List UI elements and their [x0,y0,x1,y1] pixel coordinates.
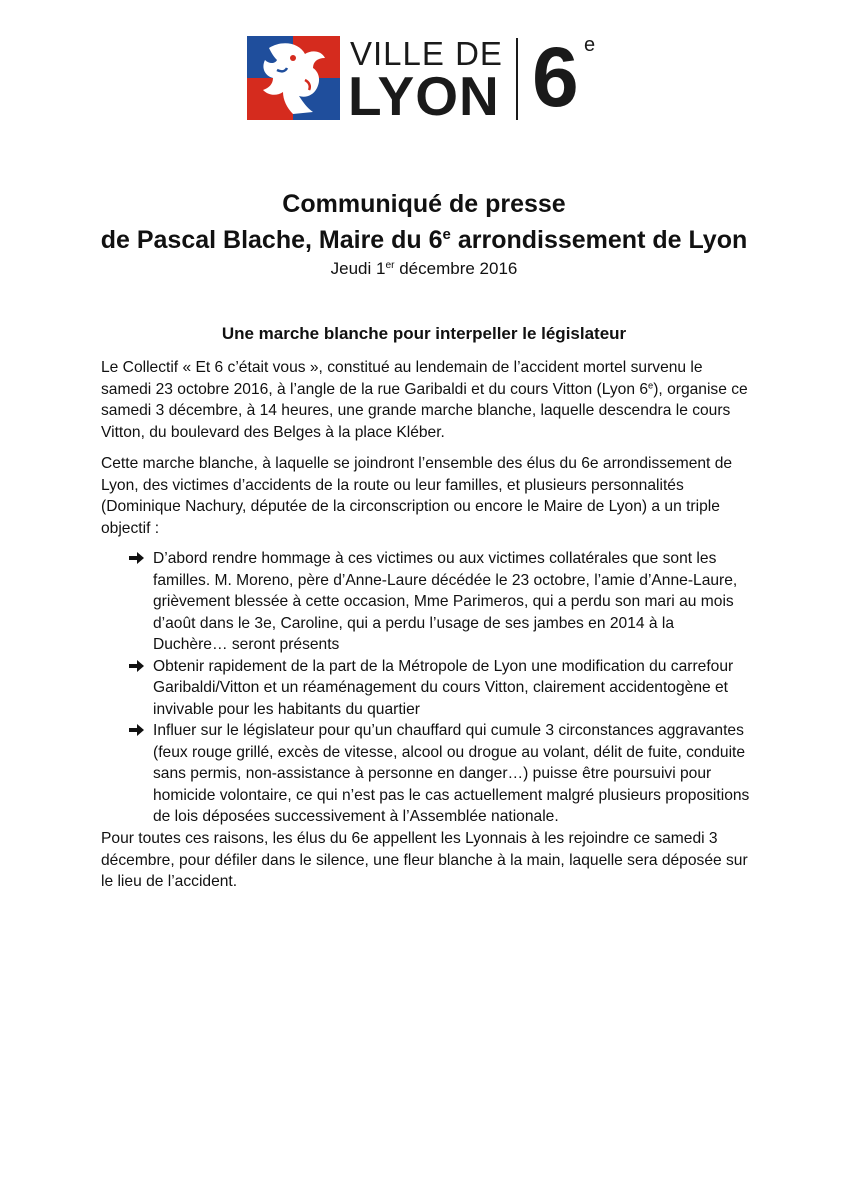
bullet-text: D’abord rendre hommage à ces victimes ou aux victimes collatérales que sont les familles. M. Moreno, père d’Anne-Laure décédée le 23 octobre, l’amie d’Anne-Laure, grièvement blessée à cette occasion, Mme Parimeros, qui a perdu son mari au mois d’août dans le 3e, Caroline, qui a perdu l’usage de ses jambes en 2014 à la Duchère… seront présents [153,550,738,653]
document-date [0,257,848,281]
list-item [129,720,751,828]
author-line-part-b: arrondissement de Lyon [450,226,748,254]
lyon-lion-emblem-icon [247,36,340,120]
objectives-list [129,548,751,828]
document-author-line [0,224,848,256]
conclusion-text: Pour toutes ces raisons, les élus du 6e appellent les Lyonnais à les rejoindre ce samedi 3 décembre, pour défiler dans le silence, une fleur blanche à la main, laquelle sera déposée sur le lieu de l’accident. [101,830,748,890]
bullet-text: Obtenir rapidement de la part de la Métropole de Lyon une modification du carrefour Garibaldi/Vitton et un réaménagement du cours Vitton, clairement accidentogène et invivable pour les habitants du quartier [153,657,734,718]
list-item [129,656,751,721]
paragraph-intro [101,357,751,443]
logo-wordmark [348,35,508,127]
objectives-text: Cette marche blanche, à laquelle se joindront l’ensemble des élus du 6e arrondissement de Lyon, des victimes d’accidents de la route ou leur familles, et plusieurs personnalités (Dominique Nachury, députée de la circonscription ou encore le Maire de Lyon) a un triple objectif : [101,455,733,537]
bullet-text: Influer sur le législateur pour qu’un chauffard qui cumule 3 circonstances aggravantes (feux rouge grillé, excès de vitesse, alcool ou drogue au volant, délit de fuite, conduite sans permis, non-assistance à personne en danger…) puisse être poursuivi pour homicide volontaire, ce qui n’est pas le cas actuellement malgré plusieurs propositions de lois déposées successivement à l’Assemblée nationale. [153,722,750,825]
arrow-right-icon [129,659,145,673]
logo-ville-de: VILLE DE [350,35,503,72]
intro-part-b: ), organise ce samedi 3 décembre, à 14 heures, une grande marche blanche, laquelle descendra le cours Vitton, du boulevard des Belges à la place Kléber. [101,380,748,441]
author-line-part-a: de Pascal Blache, Maire du 6 [100,226,443,254]
author-line-sup: e [442,226,451,243]
paragraph-objectives [101,453,751,539]
logo-lyon: LYON [348,65,500,127]
ville-de-lyon-logo [247,35,508,127]
logo-arrondissement-sup: e [584,34,596,56]
date-part-a: Jeudi 1 [330,259,386,278]
document-subtitle: Une marche blanche pour interpeller le législateur [221,324,627,343]
intro-sup: e [648,379,654,390]
intro-part-a: Le Collectif « Et 6 c’était vous », constitué au lendemain de l’accident mortel survenu le samedi 23 octobre 2016, à l’angle de la rue Garibaldi et du cours Vitton (Lyon 6 [101,359,703,398]
document-title: Communiqué de presse [282,190,566,218]
paragraph-conclusion [101,828,751,893]
logo-arrondissement-number: 6 [532,30,579,124]
date-sup: er [385,259,395,271]
logo-divider [516,38,518,120]
list-item [129,548,751,656]
date-part-b: décembre 2016 [394,259,518,278]
arrow-right-icon [129,723,145,737]
arrow-right-icon [129,551,145,565]
